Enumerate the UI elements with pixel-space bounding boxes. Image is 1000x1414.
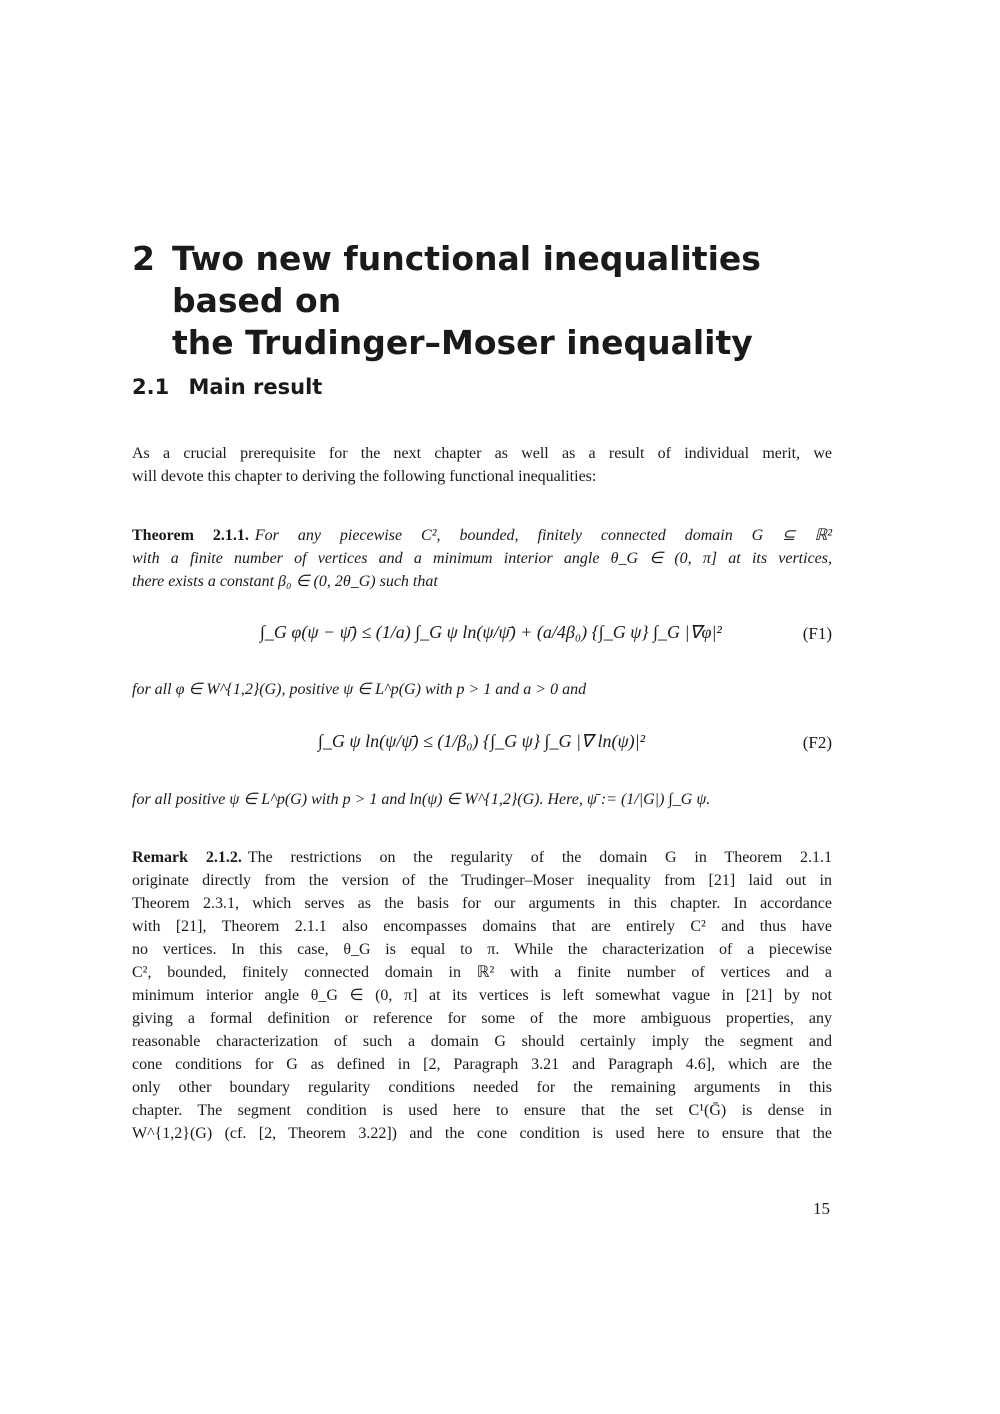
equation-label-f2: (F2) [802, 733, 832, 752]
remark-line: Theorem 2.3.1, which serves as the basis for our arguments in this chapter. In accordance [132, 895, 832, 912]
remark-line: C², bounded, finitely connected domain in ℝ² with a finite number of vertices and a [132, 964, 832, 981]
chapter-title-line1: Two new functional inequalities based on [172, 239, 761, 320]
intro-paragraph [132, 442, 832, 488]
intro-line: will devote this chapter to deriving the following functional inequalities: [132, 468, 597, 485]
theorem-line: there exists a constant β₀ ∈ (0, 2θ_G) such that [132, 573, 438, 590]
remark-label: Remark 2.1.2. [132, 849, 242, 866]
equation-label-f1: (F1) [802, 624, 832, 643]
equation-f2: ∫_G ψ ln(ψ/ψ̄) ≤ (1/β₀) {∫_G ψ} ∫_G |∇ ln(ψ)|² [318, 731, 645, 751]
theorem-after-f1 [132, 678, 832, 701]
theorem-label: Theorem 2.1.1. [132, 527, 249, 544]
section-heading [132, 375, 322, 399]
theorem-block [132, 524, 832, 593]
remark-line: chapter. The segment condition is used here to ensure that the set C¹(Ḡ) is dense in [132, 1102, 832, 1119]
chapter-number: 2 [132, 239, 155, 278]
chapter-title-line2: the Trudinger–Moser inequality [172, 323, 753, 362]
remark-line: giving a formal definition or reference for some of the more ambiguous properties, any [132, 1010, 832, 1027]
remark-line: no vertices. In this case, θ_G is equal to π. While the characterization of a piecewise [132, 941, 832, 958]
theorem-line: for all positive ψ ∈ L^p(G) with p > 1 and ln(ψ) ∈ W^{1,2}(G). Here, ψ̄ := (1/|G|) ∫_G ψ. [132, 791, 711, 808]
remark-line [132, 846, 832, 869]
remark-line: minimum interior angle θ_G ∈ (0, π] at its vertices is left somewhat vague in [21] by not [132, 987, 832, 1004]
remark-line: cone conditions for G as defined in [2, Paragraph 3.21 and Paragraph 4.6], which are the [132, 1056, 832, 1073]
remark-line: only other boundary regularity conditions needed for the remaining arguments in this [132, 1079, 832, 1096]
theorem-text: For any piecewise C², bounded, finitely connected domain G ⊆ ℝ² [254, 527, 832, 544]
section-title: Main result [188, 375, 323, 399]
chapter-heading [132, 238, 872, 364]
remark-text: The restrictions on the regularity of the domain G in Theorem 2.1.1 [247, 849, 833, 866]
theorem-line: with a finite number of vertices and a minimum interior angle θ_G ∈ (0, π] at its vertices, [132, 550, 832, 567]
theorem-line [132, 524, 832, 547]
equation-f1: ∫_G φ(ψ − ψ̄) ≤ (1/a) ∫_G ψ ln(ψ/ψ̄) + (a/4β₀) {∫_G ψ} ∫_G |∇φ|² [260, 622, 722, 642]
intro-line: As a crucial prerequisite for the next chapter as well as a result of individual merit, we [132, 445, 832, 462]
page-number: 15 [813, 1199, 830, 1218]
theorem-line: for all φ ∈ W^{1,2}(G), positive ψ ∈ L^p(G) with p > 1 and a > 0 and [132, 681, 587, 698]
section-number: 2.1 [132, 375, 170, 399]
remark-line: W^{1,2}(G) (cf. [2, Theorem 3.22]) and the cone condition is used here to ensure that the [132, 1125, 832, 1142]
remark-line: originate directly from the version of the Trudinger–Moser inequality from [21] laid out in [132, 872, 832, 889]
remark-line: reasonable characterization of such a domain G should certainly imply the segment and [132, 1033, 832, 1050]
remark-paragraph [132, 846, 832, 1145]
remark-line: with [21], Theorem 2.1.1 also encompasses domains that are entirely C² and thus have [132, 918, 832, 935]
theorem-after-f2 [132, 788, 832, 811]
